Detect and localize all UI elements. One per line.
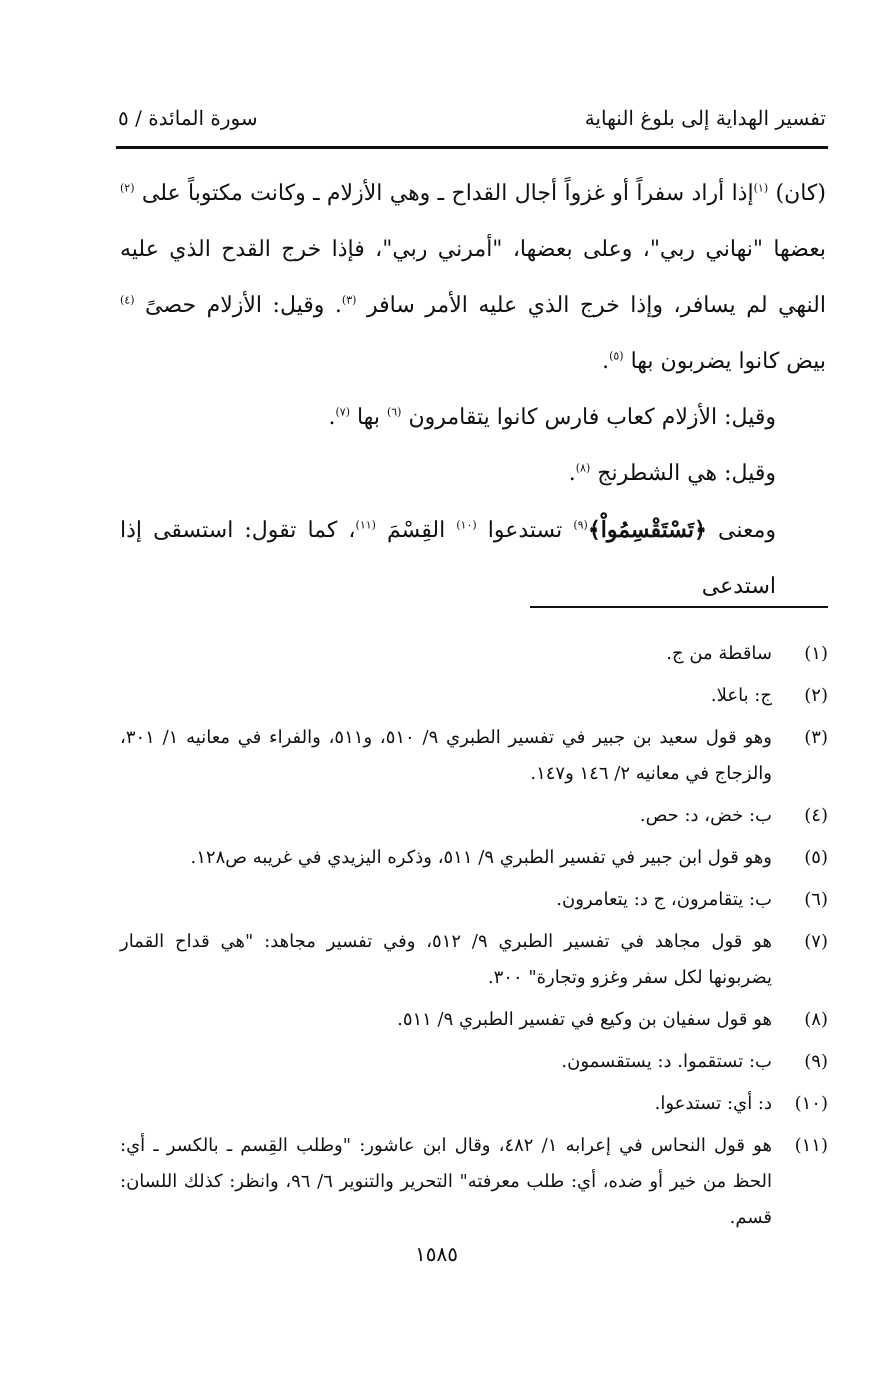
text-run: ومعنى: [706, 518, 776, 543]
text-run: .: [328, 405, 336, 430]
footnote: [120, 882, 828, 918]
footnote-text: وهو قول ابن جبير في تفسير الطبري ٩/ ٥١١، وذكره اليزيدي في غريبه ص١٢٨.: [190, 847, 772, 868]
quran-quote: ﴿تَسْتَقْسِمُواْ﴾: [587, 517, 707, 543]
footnote: [120, 1044, 828, 1080]
footnote-text: ب: يتقامرون، ج د: يتعامرون.: [556, 889, 772, 910]
footnote-ref-6[interactable]: (٦): [386, 405, 402, 419]
footnote-text: هو قول مجاهد في تفسير الطبري ٩/ ٥١٢، وفي تفسير مجاهد: "هي قداح القمار يضربونها لكل سفر وغزو وتجارة" ٣٠٠.: [120, 931, 772, 988]
footnote-ref-7[interactable]: (٧): [335, 405, 350, 419]
footnote-ref-8[interactable]: (٨): [575, 461, 591, 475]
footnote-ref-11[interactable]: (١١): [355, 518, 376, 532]
footnote-text: وهو قول سعيد بن جبير في تفسير الطبري ٩/ ٥١٠، و٥١١، والفراء في معانيه ١/ ٣٠١، والزجاج في معانيه ٢/ ١٤٦ و١٤٧.: [120, 727, 772, 784]
footnote-ref-4[interactable]: (٤): [120, 293, 135, 307]
text-run: .: [568, 461, 576, 486]
footnote-text: ب: خض، د: حص.: [639, 805, 772, 826]
text-run: إذا أراد سفراً أو غزواً أجال القداح ـ وهي الأزلام ـ وكانت مكتوباً على: [134, 181, 754, 206]
footnote-ref-1[interactable]: (١): [753, 181, 769, 195]
footnote-divider: [530, 606, 828, 608]
footnotes: [120, 636, 828, 1242]
text-run: بها: [349, 405, 387, 430]
footnote-ref-10[interactable]: (١٠): [456, 518, 477, 532]
footnote: [120, 1002, 828, 1038]
footnote-number: (٩): [804, 1051, 828, 1072]
footnote-number: (١١): [794, 1135, 828, 1156]
footnote-text: هو قول النحاس في إعرابه ١/ ٤٨٢، وقال ابن عاشور: "وطلب القِسم ـ بالكسر ـ أي: الحظ من خير أو ضده، أي: طلب معرفته" التحرير والتنوير ٦/ ٩٦، وانظر: كذلك اللسان: قسم.: [120, 1135, 772, 1228]
footnote-text: د: أي: تستدعوا.: [654, 1093, 772, 1114]
footnote-number: (١٠): [794, 1093, 828, 1114]
text-run: تستدعوا: [476, 518, 574, 543]
paragraph-2: [120, 390, 826, 446]
footnote-number: (٧): [804, 931, 828, 952]
text-run: القِسْمَ: [375, 518, 457, 543]
footnote: [120, 678, 828, 714]
header-divider: [116, 146, 828, 149]
paragraph-3: [120, 446, 826, 502]
footnote-number: (٢): [804, 685, 828, 706]
footnote-number: (١): [804, 643, 828, 664]
footnote-ref-9[interactable]: (٩): [573, 518, 588, 532]
footnote-number: (٦): [804, 889, 828, 910]
footnote: [120, 1086, 828, 1122]
footnote-text: ساقطة من ج.: [666, 643, 772, 664]
paragraph-4: [120, 502, 826, 615]
footnote-ref-2[interactable]: (٢): [120, 181, 135, 195]
text-run: وقيل: هي الشطرنج: [590, 461, 776, 486]
page-number: ١٥٨٥: [415, 1242, 458, 1266]
footnote: [120, 720, 828, 792]
footnote: [120, 798, 828, 834]
footnote: [120, 840, 828, 876]
text-run: (كان): [768, 181, 826, 206]
footnote-ref-5[interactable]: (٥): [609, 349, 624, 363]
footnote: [120, 924, 828, 996]
footnote-text: هو قول سفيان بن وكيع في تفسير الطبري ٩/ ٥١١.: [397, 1009, 772, 1030]
main-text: [120, 166, 826, 615]
footnote: [120, 1128, 828, 1236]
footnote-number: (٣): [804, 727, 828, 748]
footnote-text: ب: تستقموا. د: يستقسمون.: [561, 1051, 772, 1072]
footnote-ref-3[interactable]: (٣): [341, 293, 357, 307]
running-head: [118, 100, 826, 136]
text-run: ، كما تقول: استسقى إذا استدعى: [120, 518, 776, 599]
book-title: تفسير الهداية إلى بلوغ النهاية: [584, 106, 826, 130]
footnote-text: ج: باعلا.: [710, 685, 772, 706]
text-run: .: [602, 349, 610, 374]
footnote-number: (٤): [804, 805, 828, 826]
text-run: وقيل: الأزلام كعاب فارس كانوا يتقامرون: [401, 405, 776, 430]
footnote: [120, 636, 828, 672]
surah-label: سورة المائدة / ٥: [118, 106, 258, 130]
text-run: بيض كانوا يضربون بها: [623, 349, 826, 374]
paragraph-1: [120, 166, 826, 390]
footnote-number: (٥): [804, 847, 828, 868]
text-run: بعضها "نهاني ربي"، وعلى بعضها، "أمرني ربي"، فإذا خرج القدح الذي عليه النهي لم يسافر، وإذا خرج الذي عليه الأمر سافر: [120, 237, 826, 318]
text-run: . وقيل: الأزلام حصىً: [134, 293, 342, 318]
footnote-number: (٨): [804, 1009, 828, 1030]
